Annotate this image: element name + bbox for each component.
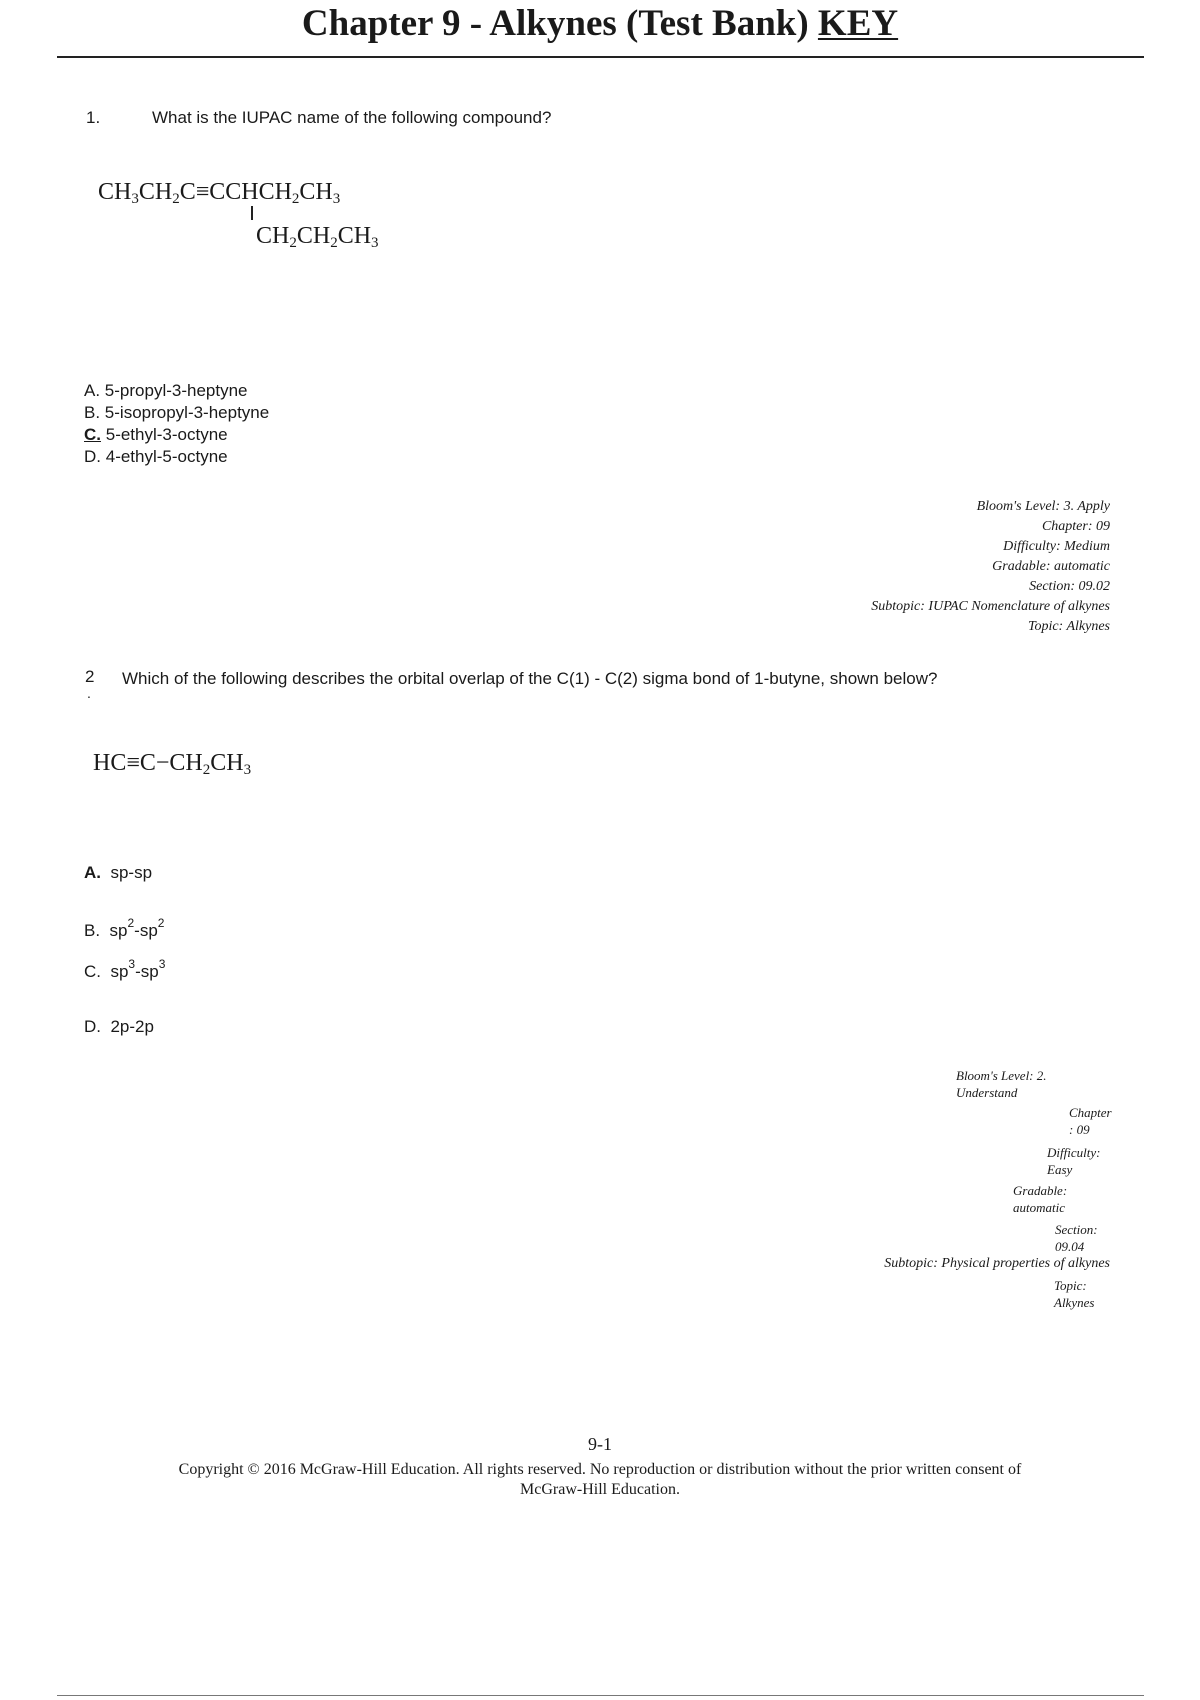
- question-2-choice-a: A. sp-sp: [84, 863, 153, 882]
- q2-meta-subtopic: Subtopic: Physical properties of alkynes: [884, 1256, 1110, 1271]
- meta-gradable: Gradable: automatic: [992, 559, 1110, 574]
- footer-rule: [57, 1695, 1144, 1696]
- question-2-choice-c: C. $sp^3-sp^3$: [84, 957, 166, 981]
- meta-subtopic: Subtopic: IUPAC Nomenclature of alkynes: [871, 599, 1110, 614]
- question-1-structure-main: $CH_3CH_2C\equiv CCHCH_2CH_3$: [98, 179, 341, 207]
- meta-chapter: Chapter: 09: [1041, 519, 1110, 534]
- meta-topic: Topic: Alkynes: [1027, 619, 1110, 634]
- question-1-structure-branch: $CH_2CH_2CH_3$: [256, 223, 379, 251]
- question-2-choice-d: D. 2p-2p: [84, 1017, 154, 1036]
- q2-meta-section: Section: 09.04: [1055, 1222, 1098, 1254]
- header-rule: [57, 56, 1144, 58]
- correct-answer-marker: C.: [84, 425, 101, 444]
- q2-meta-blooms: Bloom's Level: 2. Understand: [956, 1068, 1047, 1100]
- q2-meta-chapter: Chapter : 09: [1069, 1105, 1112, 1137]
- copyright-notice: Copyright © 2016 McGraw-Hill Education. All rights reserved. No reproduction or distribution without the prior written consent of McGraw-Hill Education.: [178, 1461, 1022, 1498]
- question-2-choice-b: B. $sp^2-sp^2$: [84, 916, 165, 940]
- q2-meta-topic: Topic: Alkynes: [1054, 1278, 1095, 1310]
- q2-meta-difficulty: Difficulty: Easy: [1047, 1145, 1101, 1177]
- question-1-metadata: [871, 497, 1110, 637]
- question-1-number: 1.: [86, 108, 101, 127]
- question-2-number: 2: [85, 667, 95, 686]
- question-2-structure: $HC\equiv C-CH_2CH_3$: [93, 750, 252, 778]
- page-title-text: Chapter 9 - Alkynes (Test Bank): [301, 3, 809, 44]
- page-title-key: KEY: [817, 3, 899, 44]
- meta-blooms: Bloom's Level: 3. Apply: [976, 499, 1110, 514]
- question-1-text: What is the IUPAC name of the following compound?: [152, 108, 552, 127]
- question-1-choice-b: B. 5-isopropyl-3-heptyne: [84, 403, 270, 422]
- question-1-choice-d: D. 4-ethyl-5-octyne: [84, 447, 228, 466]
- question-1-branch-bond: [251, 206, 253, 220]
- question-1-choice-c: C. 5-ethyl-3-octyne: [84, 425, 228, 444]
- question-1-choice-a: A. 5-propyl-3-heptyne: [84, 381, 248, 400]
- page-number: 9-1: [588, 1434, 612, 1454]
- meta-difficulty: Difficulty: Medium: [1003, 539, 1110, 554]
- correct-answer-marker: A.: [84, 863, 101, 882]
- page-title: [0, 2, 1200, 46]
- question-2-text: Which of the following describes the orbital overlap of the C(1) - C(2) sigma bond of 1-butyne, shown below?: [122, 669, 938, 688]
- q2-meta-gradable: Gradable: automatic: [1013, 1183, 1068, 1215]
- meta-section: Section: 09.02: [1029, 579, 1110, 594]
- question-2-number-dot: .: [87, 685, 91, 701]
